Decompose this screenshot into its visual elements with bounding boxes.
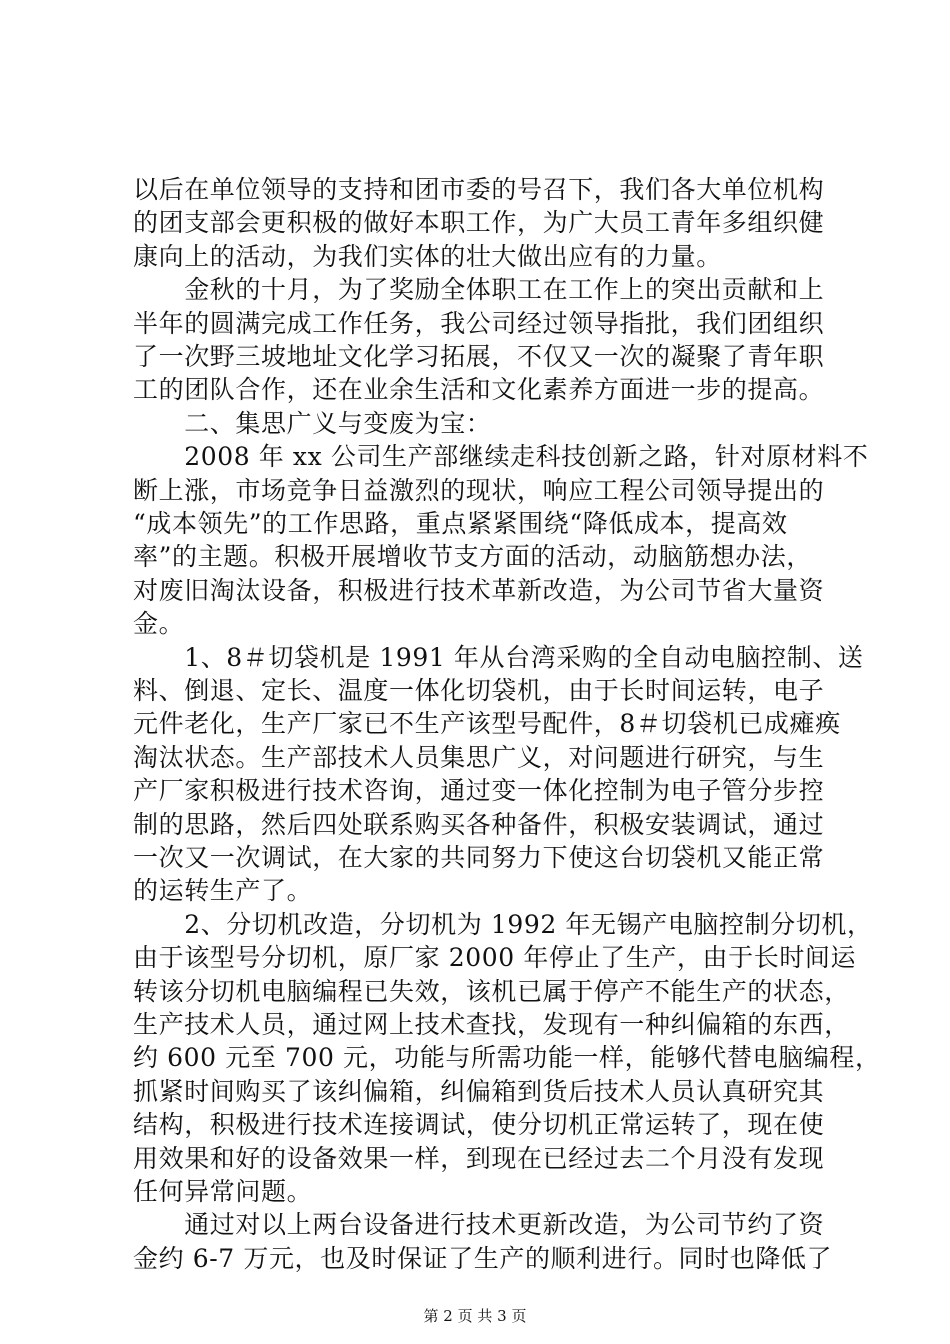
text-line: 对废旧淘汰设备，积极进行技术革新改造，为公司节省大量资 bbox=[133, 576, 825, 605]
text-line: 1、8＃切袋机是 1991 年从台湾采购的全自动电脑控制、送 bbox=[133, 643, 864, 672]
text-line: 率”的主题。积极开展增收节支方面的活动，动脑筋想办法， bbox=[133, 542, 812, 571]
text-line: “成本领先”的工作思路，重点紧紧围绕“降低成本，提高效 bbox=[133, 509, 788, 538]
text-line: 金秋的十月，为了奖励全体职工在工作上的突出贡献和上 bbox=[133, 275, 825, 304]
text-line: 制的思路，然后四处联系购买各种备件，积极安装调试，通过 bbox=[133, 810, 825, 839]
section-heading: 二、集思广义与变废为宝： bbox=[133, 409, 492, 438]
text-line: 的团支部会更积极的做好本职工作，为广大员工青年多组织健 bbox=[133, 208, 825, 237]
text-line: 2、分切机改造，分切机为 1992 年无锡产电脑控制分切机， bbox=[133, 910, 873, 939]
text-line: 的运转生产了。 bbox=[133, 876, 313, 905]
text-line: 以后在单位领导的支持和团市委的号召下，我们各大单位机构 bbox=[133, 175, 825, 204]
text-line: 抓紧时间购买了该纠偏箱，纠偏箱到货后技术人员认真研究其 bbox=[133, 1077, 825, 1106]
text-line: 转该分切机电脑编程已失效，该机已属于停产不能生产的状态， bbox=[133, 977, 850, 1006]
text-line: 一次又一次调试，在大家的共同努力下使这台切袋机又能正常 bbox=[133, 843, 825, 872]
text-line: 2008 年 xx 公司生产部继续走科技创新之路，针对原材料不 bbox=[133, 442, 869, 471]
text-line: 元件老化，生产厂家已不生产该型号配件，8＃切袋机已成瘫痪 bbox=[133, 709, 841, 738]
text-line: 金约 6-7 万元，也及时保证了生产的顺利进行。同时也降低了 bbox=[133, 1244, 833, 1273]
text-line: 金。 bbox=[133, 609, 185, 638]
text-line: 半年的圆满完成工作任务，我公司经过领导指批，我们团组织 bbox=[133, 309, 825, 338]
text-line: 料、倒退、定长、温度一体化切袋机，由于长时间运转，电子 bbox=[133, 676, 825, 705]
text-line: 生产技术人员，通过网上技术查找，发现有一种纠偏箱的东西， bbox=[133, 1010, 850, 1039]
text-line: 任何异常问题。 bbox=[133, 1177, 313, 1206]
text-line: 了一次野三坡地址文化学习拓展，不仅又一次的凝聚了青年职 bbox=[133, 342, 825, 371]
text-line: 用效果和好的设备效果一样，到现在已经过去二个月没有发现 bbox=[133, 1144, 825, 1173]
text-line: 工的团队合作，还在业余生活和文化素养方面进一步的提高。 bbox=[133, 375, 825, 404]
text-line: 淘汰状态。生产部技术人员集思广义，对问题进行研究，与生 bbox=[133, 743, 825, 772]
text-line: 断上涨，市场竞争日益激烈的现状，响应工程公司领导提出的 bbox=[133, 476, 825, 505]
text-line: 约 600 元至 700 元，功能与所需功能一样，能够代替电脑编程， bbox=[133, 1043, 881, 1072]
text-line: 结构，积极进行技术连接调试，使分切机正常运转了，现在使 bbox=[133, 1110, 825, 1139]
text-line: 由于该型号分切机，原厂家 2000 年停止了生产，由于长时间运 bbox=[133, 943, 857, 972]
text-line: 康向上的活动，为我们实体的壮大做出应有的力量。 bbox=[133, 242, 722, 271]
page-number-footer: 第 2 页 共 3 页 bbox=[423, 1307, 527, 1325]
text-line: 通过对以上两台设备进行技术更新改造，为公司节约了资 bbox=[133, 1210, 825, 1239]
text-line: 产厂家积极进行技术咨询，通过变一体化控制为电子管分步控 bbox=[133, 776, 825, 805]
